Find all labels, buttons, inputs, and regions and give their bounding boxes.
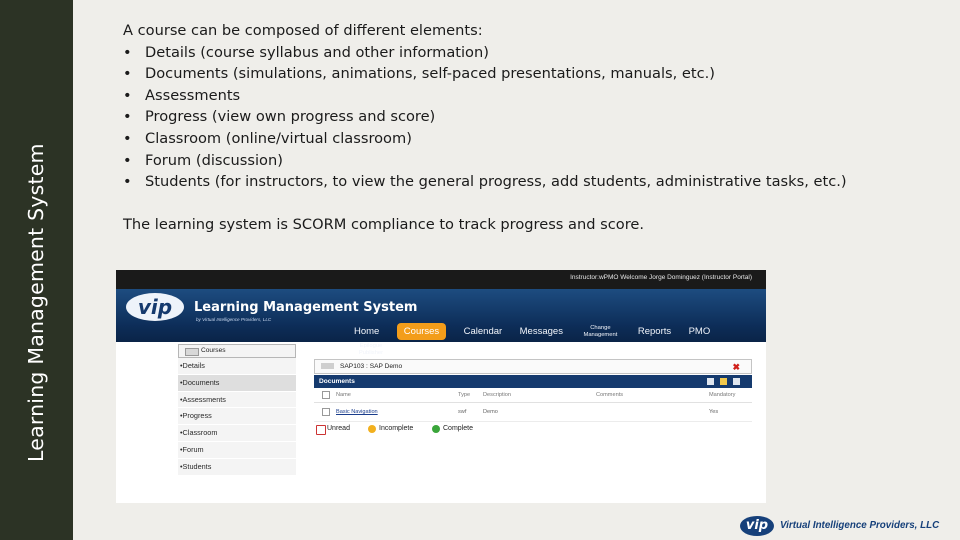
- nav-epilogue-publisher[interactable]: Epilogue Publisher: [358, 343, 384, 356]
- footer-logo: [740, 516, 958, 538]
- complete-icon: [432, 425, 440, 433]
- row-mandatory: Yes: [709, 409, 719, 415]
- screenshot-topbar: [116, 270, 766, 289]
- nav-change-management[interactable]: Change Management: [583, 325, 618, 338]
- bullet-item: • Forum (discussion): [123, 151, 283, 169]
- col-type: Type: [458, 392, 471, 398]
- menu-item-assessments[interactable]: •Assessments: [178, 392, 296, 409]
- col-comments: Comments: [596, 392, 624, 398]
- table-header: [314, 388, 752, 403]
- documents-header: Documents: [314, 375, 752, 388]
- close-icon[interactable]: ✖: [732, 362, 740, 372]
- row-checkbox[interactable]: [322, 408, 330, 416]
- nav-pmo[interactable]: PMO: [688, 326, 711, 337]
- lms-title: Learning Management System: [194, 300, 418, 315]
- bullet-item: • Students (for instructors, to view the general progress, add students, administrative tasks, etc.): [123, 173, 847, 191]
- lms-nav: [354, 323, 766, 356]
- screenshot-banner: [116, 289, 766, 356]
- collapse-icon: [185, 348, 199, 356]
- menu-item-details[interactable]: •Details: [178, 358, 296, 375]
- row-type: swf: [458, 409, 467, 415]
- welcome-text: Instructor:wPMO Welcome Jorge Dominguez (Instructor Portal): [570, 274, 752, 281]
- lms-subtitle: by Virtual Intelligence Providers, LLC: [196, 317, 272, 322]
- closing-text: The learning system is SCORM compliance to track progress and score.: [123, 215, 644, 233]
- col-mandatory: Mandatory: [709, 392, 736, 398]
- vip-logo: vip: [126, 293, 184, 321]
- nav-calendar[interactable]: Calendar: [463, 326, 503, 337]
- col-name: Name: [336, 392, 351, 398]
- vip-logo-icon: vip: [740, 516, 774, 536]
- incomplete-icon: [368, 425, 376, 433]
- bullet-item: • Assessments: [123, 86, 241, 104]
- select-all-checkbox[interactable]: [322, 391, 330, 399]
- row-description: Demo: [483, 409, 498, 415]
- menu-item-documents[interactable]: •Documents: [178, 375, 296, 392]
- bullet-item: • Details (course syllabus and other information): [123, 43, 489, 61]
- lms-screenshot: [116, 270, 766, 503]
- slide-title: Learning Management System: [24, 143, 48, 462]
- document-link[interactable]: Basic Navigation: [336, 409, 378, 415]
- bullet-item: • Classroom (online/virtual classroom): [123, 129, 412, 147]
- documents-panel: [314, 359, 752, 436]
- nav-messages[interactable]: Messages: [519, 326, 563, 337]
- content-text: [123, 20, 953, 235]
- menu-item-forum[interactable]: •Forum: [178, 442, 296, 459]
- status-legend: Unread Incomplete Complete: [314, 422, 752, 436]
- table-row: [314, 403, 752, 422]
- menu-item-students[interactable]: •Students: [178, 459, 296, 476]
- delete-icon[interactable]: [733, 378, 740, 385]
- nav-reports[interactable]: Reports: [637, 326, 672, 337]
- nav-courses[interactable]: Courses: [397, 323, 446, 340]
- bullet-item: • Progress (view own progress and score): [123, 108, 436, 126]
- course-breadcrumb: SAP103 : SAP Demo: [314, 359, 752, 374]
- menu-item-progress[interactable]: •Progress: [178, 408, 296, 425]
- course-menu: [178, 344, 296, 476]
- col-description: Description: [483, 392, 511, 398]
- course-icon: [321, 363, 334, 369]
- company-name: Virtual Intelligence Providers, LLC: [780, 520, 940, 531]
- menu-item-classroom[interactable]: •Classroom: [178, 425, 296, 442]
- edit-icon[interactable]: [720, 378, 727, 385]
- intro-text: A course can be composed of different elements:: [123, 22, 483, 39]
- sidebar: [0, 0, 73, 540]
- unread-icon: [316, 425, 326, 435]
- course-menu-header: Courses: [178, 344, 296, 358]
- nav-home[interactable]: Home: [354, 326, 380, 337]
- new-document-icon[interactable]: [707, 378, 714, 385]
- bullet-item: • Documents (simulations, animations, self-paced presentations, manuals, etc.): [123, 65, 715, 83]
